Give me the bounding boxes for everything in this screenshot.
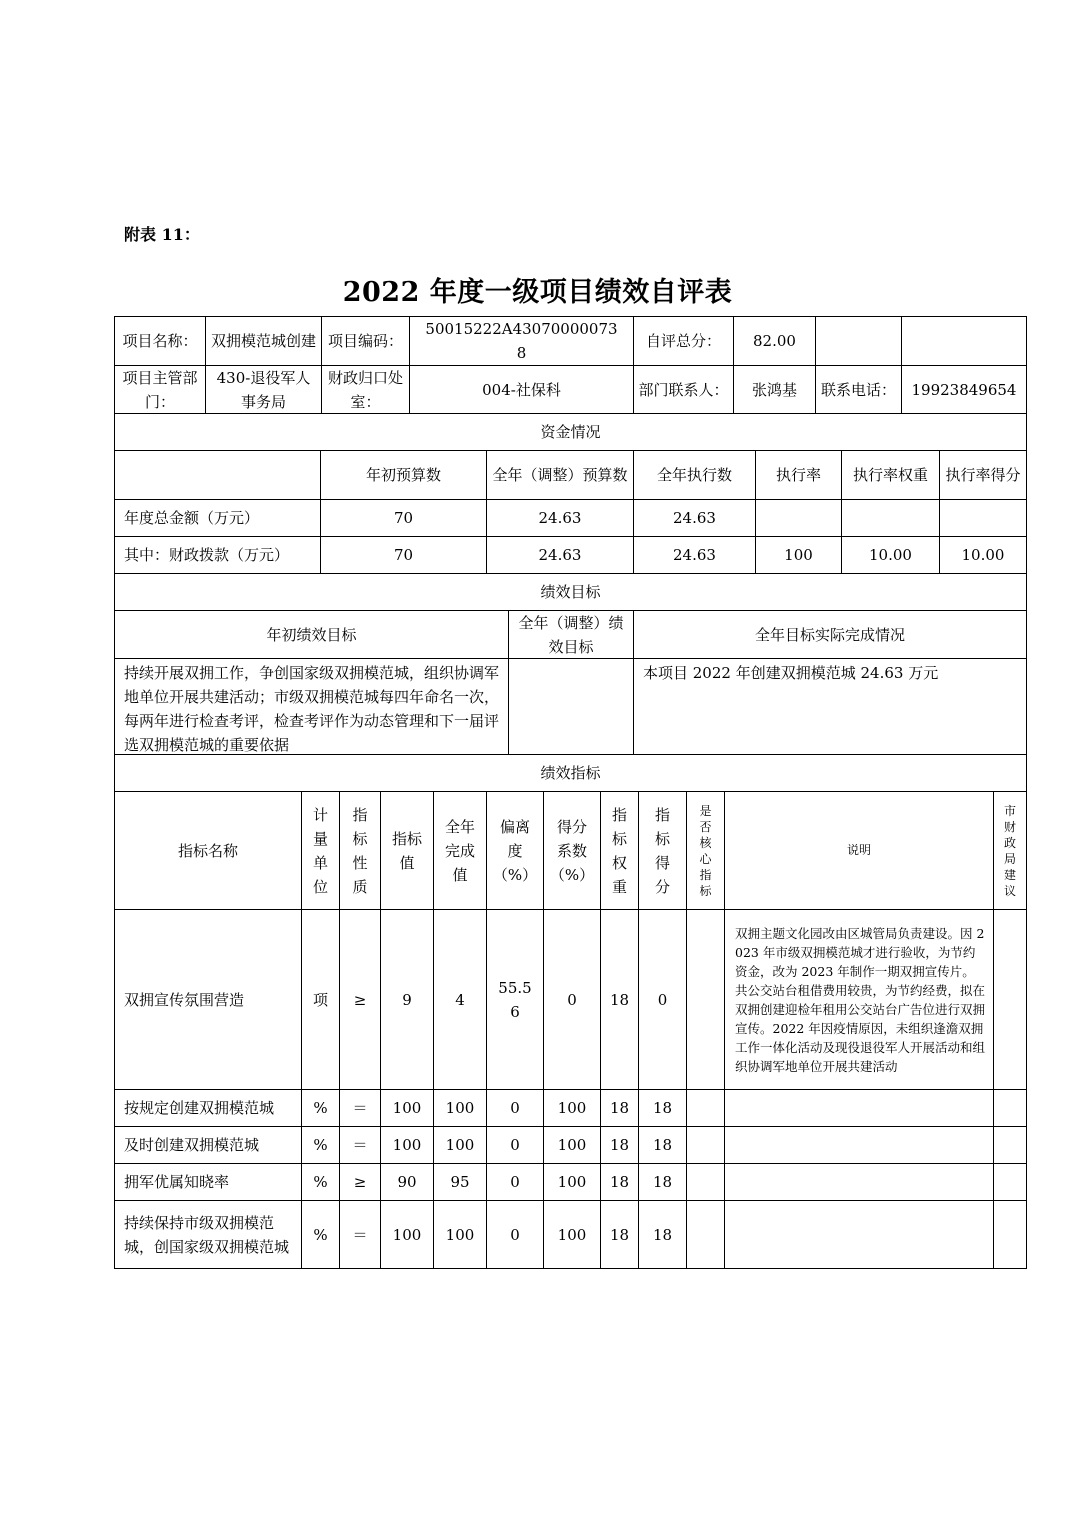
contact-label: 部门联系人：: [633, 365, 733, 413]
ind-row-deviation: 0: [486, 1126, 543, 1163]
ind-row-name: 及时创建双拥模范城: [115, 1126, 301, 1163]
ind-row-unit: %: [301, 1126, 339, 1163]
funds-row-executed: 24.63: [633, 499, 755, 536]
score-value: 82.00: [733, 317, 815, 365]
ind-row-advice: [993, 1163, 1026, 1200]
ind-row-note: 双拥主题文化园改由区城管局负责建设。因 2023 年市级双拥模范城才进行验收，为节约资金，改为 2023 年制作一期双拥宣传片。共公交站台租借费用较贵，为节约经费，拟在双拥创建迎检年租用公交站台广告位进行双拥宣传。2022 年因疫情原因，未组织逢澹双拥工作一体化活动及现役退役军人开展活动和组织协调军地单位开展共建活动: [724, 909, 993, 1089]
funds-section-title: 资金情况: [115, 413, 1026, 450]
funds-row-budget: 70: [320, 499, 486, 536]
ind-row-score: 18: [638, 1163, 686, 1200]
ind-row-score: 0: [638, 909, 686, 1089]
ind-row-note: [724, 1126, 993, 1163]
empty-cell: [901, 317, 1026, 365]
ind-row-target: 90: [380, 1163, 433, 1200]
funds-row-rate: 100: [755, 536, 841, 573]
ind-row-deviation: 0: [486, 1163, 543, 1200]
ind-row-weight: 18: [600, 1163, 638, 1200]
ind-row-unit: 项: [301, 909, 339, 1089]
ind-row-target: 100: [380, 1126, 433, 1163]
col-budget: 年初预算数: [320, 450, 486, 499]
indicators-section-title: 绩效指标: [115, 754, 1026, 791]
funds-row-label: 年度总金额（万元）: [115, 499, 320, 536]
col-executed: 全年执行数: [633, 450, 755, 499]
ind-row-weight: 18: [600, 1126, 638, 1163]
ind-row-weight: 18: [600, 1089, 638, 1126]
ind-row-actual: 100: [433, 1089, 486, 1126]
ind-row-nature: ＝: [339, 1200, 380, 1268]
ind-row-deviation: 0: [486, 1089, 543, 1126]
ind-row-weight: 18: [600, 909, 638, 1089]
funds-row-rate: [755, 499, 841, 536]
ind-row-target: 100: [380, 1200, 433, 1268]
funds-row-executed: 24.63: [633, 536, 755, 573]
ind-row-advice: [993, 1126, 1026, 1163]
empty-cell: [115, 450, 320, 499]
ind-col-deviation: 偏离度（%）: [486, 791, 543, 909]
adjusted-goal-text: [508, 658, 633, 754]
actual-completion-text: 本项目 2022 年创建双拥模范城 24.63 万元: [633, 658, 1026, 754]
ind-row-score: 18: [638, 1200, 686, 1268]
ind-row-nature: ＝: [339, 1089, 380, 1126]
initial-goal-text: 持续开展双拥工作，争创国家级双拥模范城，组织协调军地单位开展共建活动；市级双拥模范城每四年命名一次，每两年进行检查考评，检查考评作为动态管理和下一届评选双拥模范城的重要依据: [115, 658, 508, 754]
ind-row-coef: 100: [543, 1089, 600, 1126]
page-title: 2022 年度一级项目绩效自评表: [342, 277, 733, 308]
office-label: 财政归口处室：: [321, 365, 409, 413]
ind-row-target: 100: [380, 1089, 433, 1126]
col-rate-score: 执行率得分: [939, 450, 1026, 499]
phone-value: 19923849654: [901, 365, 1026, 413]
ind-row-name: 持续保持市级双拥模范城，创国家级双拥模范城: [115, 1200, 301, 1268]
ind-row-coef: 100: [543, 1126, 600, 1163]
ind-row-advice: [993, 1089, 1026, 1126]
ind-row-nature: ≥: [339, 909, 380, 1089]
col-rate: 执行率: [755, 450, 841, 499]
ind-col-target: 指标值: [380, 791, 433, 909]
ind-col-actual: 全年完成值: [433, 791, 486, 909]
self-evaluation-table: [114, 316, 1027, 1269]
ind-row-note: [724, 1089, 993, 1126]
appendix-label: 附表 11：: [124, 225, 200, 244]
goals-section-title: 绩效目标: [115, 573, 1026, 610]
ind-row-coef: 100: [543, 1163, 600, 1200]
ind-col-score: 指标得分: [638, 791, 686, 909]
ind-row-coef: 100: [543, 1200, 600, 1268]
ind-col-weight: 指标权重: [600, 791, 638, 909]
ind-row-score: 18: [638, 1089, 686, 1126]
funds-row-score: [939, 499, 1026, 536]
funds-row-label: 其中：财政拨款（万元）: [115, 536, 320, 573]
ind-row-core: [686, 1089, 724, 1126]
ind-row-actual: 95: [433, 1163, 486, 1200]
ind-col-coef: 得分系数（%）: [543, 791, 600, 909]
ind-row-name: 拥军优属知晓率: [115, 1163, 301, 1200]
ind-row-actual: 4: [433, 909, 486, 1089]
col-adjusted-goal: 全年（调整）绩效目标: [508, 610, 633, 658]
col-rate-weight: 执行率权重: [841, 450, 939, 499]
ind-row-coef: 0: [543, 909, 600, 1089]
funds-row-adjusted: 24.63: [486, 536, 633, 573]
ind-row-note: [724, 1163, 993, 1200]
ind-row-core: [686, 909, 724, 1089]
ind-col-advice: 市财政局建议: [993, 791, 1026, 909]
score-label: 自评总分：: [633, 317, 733, 365]
ind-row-deviation: 55.56: [486, 909, 543, 1089]
col-adjusted-budget: 全年（调整）预算数: [486, 450, 633, 499]
ind-row-nature: ＝: [339, 1126, 380, 1163]
dept-label: 项目主管部门：: [115, 365, 205, 413]
project-code-label: 项目编码：: [321, 317, 409, 365]
ind-row-unit: %: [301, 1163, 339, 1200]
ind-row-advice: [993, 909, 1026, 1089]
funds-row-weight: 10.00: [841, 536, 939, 573]
funds-row-weight: [841, 499, 939, 536]
ind-row-unit: %: [301, 1200, 339, 1268]
col-actual-completion: 全年目标实际完成情况: [633, 610, 1026, 658]
dept-value: 430-退役军人事务局: [205, 365, 321, 413]
office-value: 004-社保科: [409, 365, 633, 413]
ind-row-core: [686, 1126, 724, 1163]
ind-col-core: 是否核心指标: [686, 791, 724, 909]
ind-row-score: 18: [638, 1126, 686, 1163]
ind-row-note: [724, 1200, 993, 1268]
contact-value: 张鸿基: [733, 365, 815, 413]
project-code-value: 50015222A430700000738: [409, 317, 633, 365]
ind-row-unit: %: [301, 1089, 339, 1126]
ind-row-nature: ≥: [339, 1163, 380, 1200]
ind-row-actual: 100: [433, 1126, 486, 1163]
funds-row-score: 10.00: [939, 536, 1026, 573]
funds-row-budget: 70: [320, 536, 486, 573]
ind-col-nature: 指标性质: [339, 791, 380, 909]
ind-col-note: 说明: [724, 791, 993, 909]
ind-row-core: [686, 1200, 724, 1268]
ind-row-name: 双拥宣传氛围营造: [115, 909, 301, 1089]
ind-row-deviation: 0: [486, 1200, 543, 1268]
ind-row-core: [686, 1163, 724, 1200]
ind-row-name: 按规定创建双拥模范城: [115, 1089, 301, 1126]
ind-col-unit: 计量单位: [301, 791, 339, 909]
project-name-value: 双拥模范城创建: [205, 317, 321, 365]
ind-row-advice: [993, 1200, 1026, 1268]
phone-label: 联系电话：: [815, 365, 901, 413]
col-initial-goal: 年初绩效目标: [115, 610, 508, 658]
empty-cell: [815, 317, 901, 365]
funds-row-adjusted: 24.63: [486, 499, 633, 536]
ind-row-target: 9: [380, 909, 433, 1089]
ind-col-name: 指标名称: [115, 791, 301, 909]
ind-row-weight: 18: [600, 1200, 638, 1268]
project-name-label: 项目名称：: [122, 332, 198, 350]
ind-row-actual: 100: [433, 1200, 486, 1268]
